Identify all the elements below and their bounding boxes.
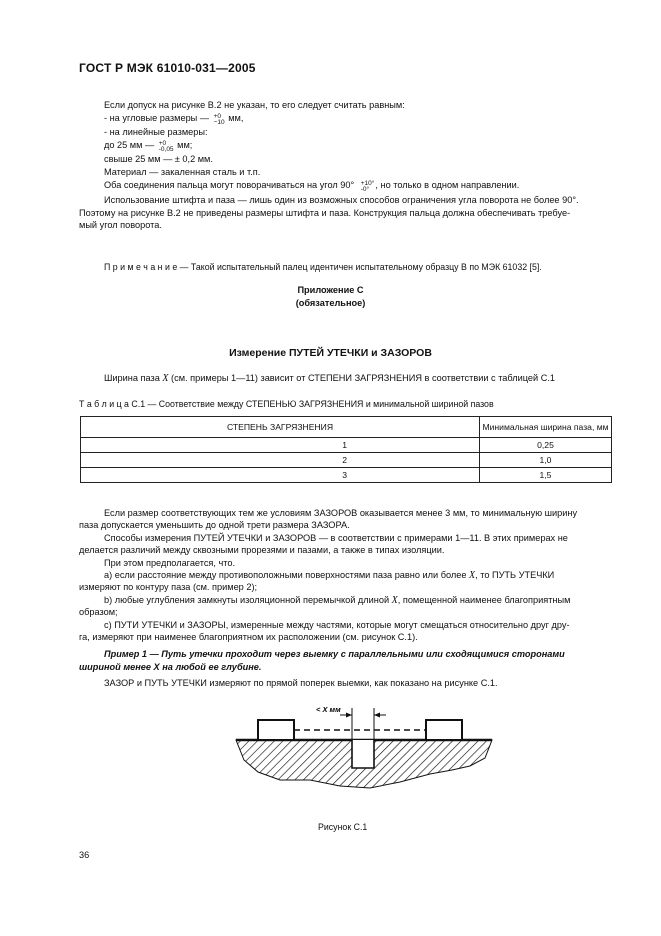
table-cell: 3 <box>81 468 480 483</box>
table-caption-text: С.1 — Соответствие между СТЕПЕНЬЮ ЗАГРЯЗНЕНИЯ и минимальной шириной пазов <box>128 399 494 409</box>
appendix-subtitle: (обязательное) <box>295 298 366 308</box>
figure-caption: Рисунок С.1 <box>318 822 368 832</box>
rotation-fraction: +10° -0° <box>360 179 375 193</box>
pin-paragraph-line3: мый угол поворота. <box>79 220 162 230</box>
upto25-fraction: +0 -0,05 <box>158 139 174 153</box>
upto25-tolerance <box>104 139 192 154</box>
item-c-line1: c) ПУТИ УТЕЧКИ и ЗАЗОРЫ, измеренные между частями, которые могут смещаться относительно друг дру- <box>104 620 570 630</box>
p1-line2: паза допускается уменьшить до одной трети размера ЗАЗОРА. <box>79 520 350 530</box>
table-row <box>81 468 612 483</box>
width-paragraph: Ширина паза X (см. примеры 1—11) зависит от СТЕПЕНИ ЗАГРЯЗНЕНИЯ в соответствии с таблицей С.1 <box>104 373 556 384</box>
item-b-line2: образом; <box>79 607 118 617</box>
rotation-line <box>104 179 519 194</box>
appendix-title: Приложение С <box>297 285 364 295</box>
note-label: П р и м е ч а н и е <box>104 262 178 272</box>
right-conductor <box>426 720 462 740</box>
p2-line2: делается различий между сквозными прорезями и пазами, а также в типах изоляции. <box>79 545 445 555</box>
section-title: Измерение ПУТЕЙ УТЕЧКИ и ЗАЗОРОВ <box>229 347 432 359</box>
pin-paragraph-line1: Использование штифта и паза — лишь один из возможных способов ограничения угла поворота не более 90°. <box>104 195 579 205</box>
material-line: Материал — закаленная сталь и т.п. <box>104 167 261 177</box>
pollution-table <box>80 416 612 483</box>
table-cell: 1,5 <box>480 468 612 483</box>
var-x: X <box>469 570 476 581</box>
arrowhead-left <box>346 713 352 718</box>
table-cell: 1 <box>81 438 480 453</box>
table-header-cell: Минимальная ширина паза, мм <box>480 417 612 438</box>
upto25-label: до 25 мм — <box>104 140 155 150</box>
table-cell: 1,0 <box>480 453 612 468</box>
linear-tolerance-label: - на линейные размеры: <box>104 127 208 137</box>
item-c-line2: га, измеряют при наименее благоприятном их расположении (см. рисунок С.1). <box>79 632 418 642</box>
var-x: X <box>391 595 398 606</box>
angular-fraction: +0 −10 <box>213 112 225 126</box>
document-header: ГОСТ Р МЭК 61010-031—2005 <box>79 61 256 75</box>
rotation-text: Оба соединения пальца могут поворачиваться на угол 90° <box>104 180 355 190</box>
p3: При этом предполагается, что. <box>104 558 236 568</box>
example1-line1: Пример 1 — Путь утечки проходит через выемку с параллельными или сходящимися сторонами <box>104 649 565 659</box>
figure-c1-diagram <box>230 700 500 805</box>
page-number: 36 <box>79 850 90 860</box>
dimension-label: < X мм <box>316 705 341 714</box>
pin-paragraph-line2: Поэтому на рисунке В.2 не приведены размеры штифта и паза. Конструкция пальца должна обеспечивать требуе- <box>79 208 571 218</box>
arrowhead-right <box>374 713 380 718</box>
note-text: — Такой испытательный палец идентичен испытательному образцу В по МЭК 61032 [5]. <box>177 262 542 272</box>
p1-line1: Если размер соответствующих тем же условиям ЗАЗОРОВ оказывается менее 3 мм, то минимальную ширину <box>104 508 578 518</box>
var-x: X <box>162 373 169 384</box>
table-header-row <box>81 417 612 438</box>
item-b-line1: b) любые углубления замкнуты изоляционной перемычкой длиной X, помещенной наименее благоприятным <box>104 595 571 606</box>
rotation-suffix: , но только в одном направлении. <box>375 180 520 190</box>
item-a-line1: а) если расстояние между противоположными поверхностями паза равно или более X, то ПУТЬ УТЕЧКИ <box>104 570 555 581</box>
table-label: Т а б л и ц а <box>79 399 129 409</box>
table-cell: 2 <box>81 453 480 468</box>
table-header-cell: СТЕПЕНЬ ЗАГРЯЗНЕНИЯ <box>81 417 480 438</box>
table-row <box>81 453 612 468</box>
table-cell: 0,25 <box>480 438 612 453</box>
note <box>104 261 542 273</box>
angular-unit: мм, <box>228 113 244 123</box>
notch-outline <box>352 740 374 768</box>
upto25-unit: мм; <box>177 140 193 150</box>
p2-line1: Способы измерения ПУТЕЙ УТЕЧКИ и ЗАЗОРОВ — в соответствии с примерами 1—11. В этих примерах не <box>104 533 568 543</box>
angular-label: - на угловые размеры — <box>104 113 210 123</box>
tolerance-intro: Если допуск на рисунке В.2 не указан, то его следует считать равным: <box>104 100 405 110</box>
over25-tolerance: свыше 25 мм — ± 0,2 мм. <box>104 154 213 164</box>
item-a-line2: измеряют по контуру паза (см. пример 2); <box>79 582 258 592</box>
angular-tolerance <box>104 112 243 127</box>
table-caption <box>79 398 494 410</box>
example1-note: ЗАЗОР и ПУТЬ УТЕЧКИ измеряют по прямой поперек выемки, как показано на рисунке С.1. <box>104 678 498 688</box>
left-conductor <box>258 720 294 740</box>
table-row <box>81 438 612 453</box>
example1-line2: шириной менее X на любой ее глубине. <box>79 662 262 672</box>
